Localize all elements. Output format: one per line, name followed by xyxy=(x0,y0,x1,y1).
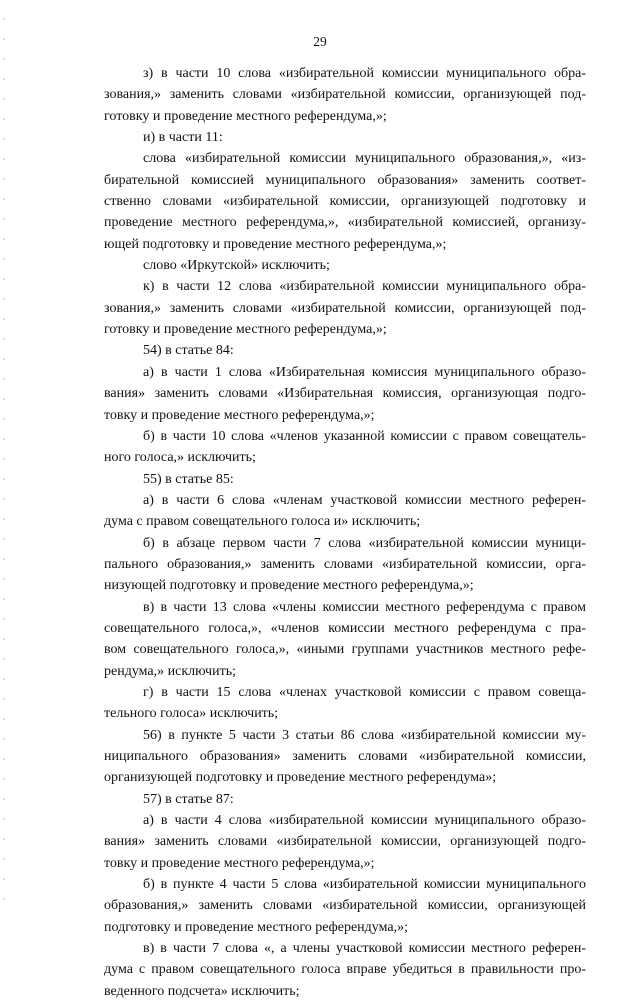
text-line: товку и проведение местного референдума,»; xyxy=(104,407,375,423)
text-line: б) в пункте 4 части 5 слова «избирательной комиссии муниципального xyxy=(143,877,586,893)
text-line: 57) в статье 87: xyxy=(143,791,234,807)
paragraph xyxy=(104,148,586,255)
paragraph xyxy=(104,682,586,725)
text-line: 56) в пункте 5 части 3 статьи 86 слова «избирательной комиссии му- xyxy=(143,727,586,743)
text-line: подготовку и проведение местного референдума,»; xyxy=(104,919,408,935)
text-line: вания» заменить словами «Избирательная комиссия, организующая подго- xyxy=(104,386,586,402)
scan-edge-marks xyxy=(3,0,5,905)
text-line: 55) в статье 85: xyxy=(143,471,234,487)
text-line: вом совещательного голоса,», «иными группами участников местного рефе- xyxy=(104,642,586,658)
text-line: а) в части 6 слова «членам участковой комиссии местного референ- xyxy=(143,492,586,508)
text-line: а) в части 4 слова «избирательной комиссии муниципального образо- xyxy=(143,813,586,829)
text-line: б) в части 10 слова «членов указанной комиссии с правом совещатель- xyxy=(143,428,586,444)
paragraph xyxy=(104,597,586,682)
text-line: низующей подготовку и проведение местного референдума,»; xyxy=(104,578,474,594)
text-line: проведение местного референдума,», «избирательной комиссией, организу- xyxy=(104,215,586,231)
paragraph xyxy=(104,127,586,148)
text-line: слова «избирательной комиссии муниципального образования,», «из- xyxy=(143,151,586,167)
paragraph xyxy=(104,63,586,127)
text-line: зования,» заменить словами «избирательной комиссии, организующей под- xyxy=(104,87,586,103)
text-line: ственно словами «избирательной комиссии, организующей подготовку и xyxy=(104,194,586,210)
document-body xyxy=(104,63,586,1002)
text-line: з) в части 10 слова «избирательной комиссии муниципального обра- xyxy=(143,66,586,81)
paragraph xyxy=(104,533,586,597)
text-line: дума с правом совещательного голоса и» исключить; xyxy=(104,514,421,530)
text-line: совещательного голоса,», «членов комиссии местного референдума с пра- xyxy=(104,620,586,636)
text-line: 54) в статье 84: xyxy=(143,343,234,359)
text-line: готовку и проведение местного референдума,»; xyxy=(104,108,387,124)
paragraph xyxy=(104,276,586,340)
text-line: и) в части 11: xyxy=(143,130,223,146)
text-line: слово «Иркутской» исключить; xyxy=(143,258,330,274)
page-number: 29 xyxy=(313,34,327,49)
text-line: веденного подсчета» исключить; xyxy=(104,983,300,999)
paragraph xyxy=(104,789,586,810)
paragraph xyxy=(104,490,586,533)
text-line: товку и проведение местного референдума,»; xyxy=(104,855,375,871)
paragraph xyxy=(104,340,586,361)
text-line: рендума,» исключить; xyxy=(104,663,236,679)
text-line: образования,» заменить словами «избирательной комиссии, организующей xyxy=(104,898,586,914)
text-line: зования,» заменить словами «избирательной комиссии, организующей под- xyxy=(104,300,586,316)
text-line: организующей подготовку и проведение местного референдума»; xyxy=(104,770,497,786)
text-line: а) в части 1 слова «Избирательная комиссия муниципального образо- xyxy=(143,364,586,380)
text-line: дума с правом совещательного голоса вправе убедиться в правильности про- xyxy=(104,962,586,978)
text-line: тельного голоса» исключить; xyxy=(104,706,279,722)
text-line: пального образования,» заменить словами «избирательной комиссии, орга- xyxy=(104,556,586,572)
text-line: в) в части 13 слова «члены комиссии местного референдума с правом xyxy=(143,599,586,615)
paragraph xyxy=(104,469,586,490)
text-line: готовку и проведение местного референдума,»; xyxy=(104,322,387,338)
text-line: ниципального образования» заменить словами «избирательной комиссии, xyxy=(104,749,586,764)
text-line: б) в абзаце первом части 7 слова «избирательной комиссии муници- xyxy=(143,535,586,551)
text-line: бирательной комиссией муниципального образования» заменить соответ- xyxy=(104,172,586,188)
paragraph xyxy=(104,426,586,469)
paragraph xyxy=(104,725,586,789)
text-line: г) в части 15 слова «членах участковой комиссии с правом совеща- xyxy=(143,684,586,700)
text-line: ющей подготовку и проведение местного референдума,»; xyxy=(104,236,447,252)
text-line: в) в части 7 слова «, а члены участковой комиссии местного референ- xyxy=(143,941,586,957)
text-line: к) в части 12 слова «избирательной комиссии муниципального обра- xyxy=(143,279,586,295)
paragraph xyxy=(104,362,586,426)
text-line: вания» заменить словами «избирательной комиссии, организующей подго- xyxy=(104,834,586,850)
paragraph xyxy=(104,938,586,1002)
text-line: ного голоса,» исключить; xyxy=(104,450,256,466)
paragraph xyxy=(104,255,586,276)
paragraph xyxy=(104,810,586,874)
paragraph xyxy=(104,874,586,938)
